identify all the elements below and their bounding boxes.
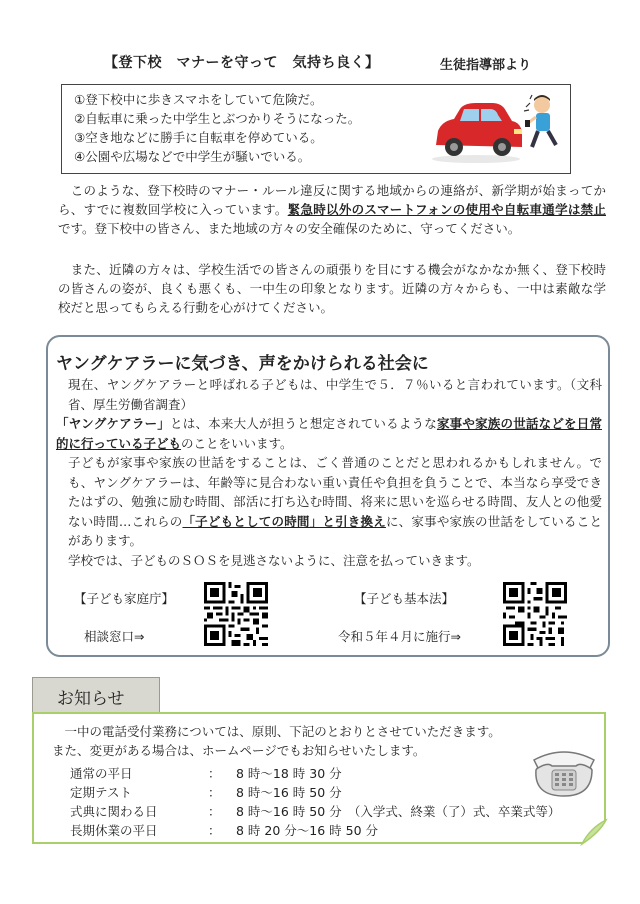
telephone-icon [530,744,598,800]
info-line: 一中の電話受付業務については、原則、下記のとおりとさせていただきます。 [52,724,501,739]
manners-paragraph-2: また、近隣の方々は、学校生活での皆さんの頑張りを目にする機会がなかなか無く、登下校時の皆さんの姿が、良くも悪くも、一中生の印象となります。近隣の方々からも、一中は素敵な学校だと思ってもらえる行動を心がけてください。 [58,262,606,315]
page-curl-decoration [580,818,608,846]
link-title-children-agency: 【子ども家庭庁】 [74,591,175,606]
qr-code-children-law[interactable] [503,582,567,646]
manners-paragraph-1: このような、登下校時のマナー・ルール違反に関する地域からの連絡が、新学期が始まってから、すでに複数回学校に入っています。緊急時以外のスマートフォンの使用や自転車通学は禁止です。登下校中の皆さん、また地域の方々の安全確保のために、守ってください。 [58,183,606,236]
complaint-item: ③空き地などに勝手に自転車を停めている。 [74,130,323,145]
link-title-children-law: 【子ども基本法】 [354,591,455,606]
car-and-student-illustration [430,91,562,165]
info-box [32,712,606,844]
section-title-manners: 【登下校 マナーを守って 気持ち良く】 [104,55,380,71]
young-carer-body [56,375,602,570]
qr-code-children-agency[interactable] [204,582,268,646]
info-intro [52,722,501,760]
hours-colon: ： [208,766,221,781]
hours-value: 8 時〜16 時 50 分 [236,785,342,800]
hours-colon: ： [208,785,221,800]
complaint-list-box [61,84,571,174]
hours-value: 8 時 20 分〜16 時 50 分 [236,823,379,838]
link-sub-consultation: 相談窓口⇒ [84,629,145,644]
young-carer-title: ヤングケアラーに気づき、声をかけられる社会に [56,354,429,374]
hours-label: 定期テスト [70,785,133,800]
hours-colon: ： [208,804,221,819]
hours-label: 通常の平日 [70,766,133,781]
young-carer-paragraph: 現在、ヤングケアラーと呼ばれる子どもは、中学生で５．７％いると言われています。（文科省、厚生労働省調査） [68,377,602,412]
young-carer-paragraph: 「ヤングケアラー」とは、本来大人が担うと想定されているような家事や家族の世話などを日常的に行っている子どものことをいいます。 [56,416,602,451]
info-tab-label: お知らせ [57,689,125,709]
hours-colon: ： [208,823,221,838]
complaint-item: ②自転車に乗った中学生とぶつかりそうになった。 [74,111,361,126]
hours-label: 長期休業の平日 [70,823,158,838]
hours-value: 8 時〜16 時 50 分 （入学式、終業（了）式、卒業式等） [236,804,561,819]
rule-highlight: 緊急時以外のスマートフォンの使用や自転車通学は禁止 [287,202,606,217]
complaint-item: ④公園や広場などで中学生が騒いでいる。 [74,149,311,164]
complaint-list [74,90,360,166]
young-carer-section [46,335,610,657]
young-carer-paragraph: 学校では、子どものＳＯＳを見逃さないように、注意を払っていきます。 [68,552,480,568]
link-sub-enforcement: 令和５年４月に施行⇒ [338,629,461,644]
hours-label: 式典に関わる日 [70,804,158,819]
info-line: また、変更がある場合は、ホームページでもお知らせいたします。 [52,743,426,758]
young-carer-paragraph: 子どもが家事や家族の世話をすることは、ごく普通のことだと思われるかもしれません。でも、ヤングケアラーは、年齢等に見合わない重い責任や負担を負うことで、本当なら享受できたはずの、勉強に励む時間、部活に打ち込む時間、将来に思いを巡らせる時間、友人との他愛ない時間…これらの「子どもとしての時間」と引き換えに、家事や家族の世話をしていることがあります。 [68,455,602,548]
department-label: 生徒指導部より [440,58,532,73]
hours-value: 8 時〜18 時 30 分 [236,766,342,781]
info-tab [32,677,160,713]
complaint-item: ①登下校中に歩きスマホをしていて危険だ。 [74,92,323,107]
